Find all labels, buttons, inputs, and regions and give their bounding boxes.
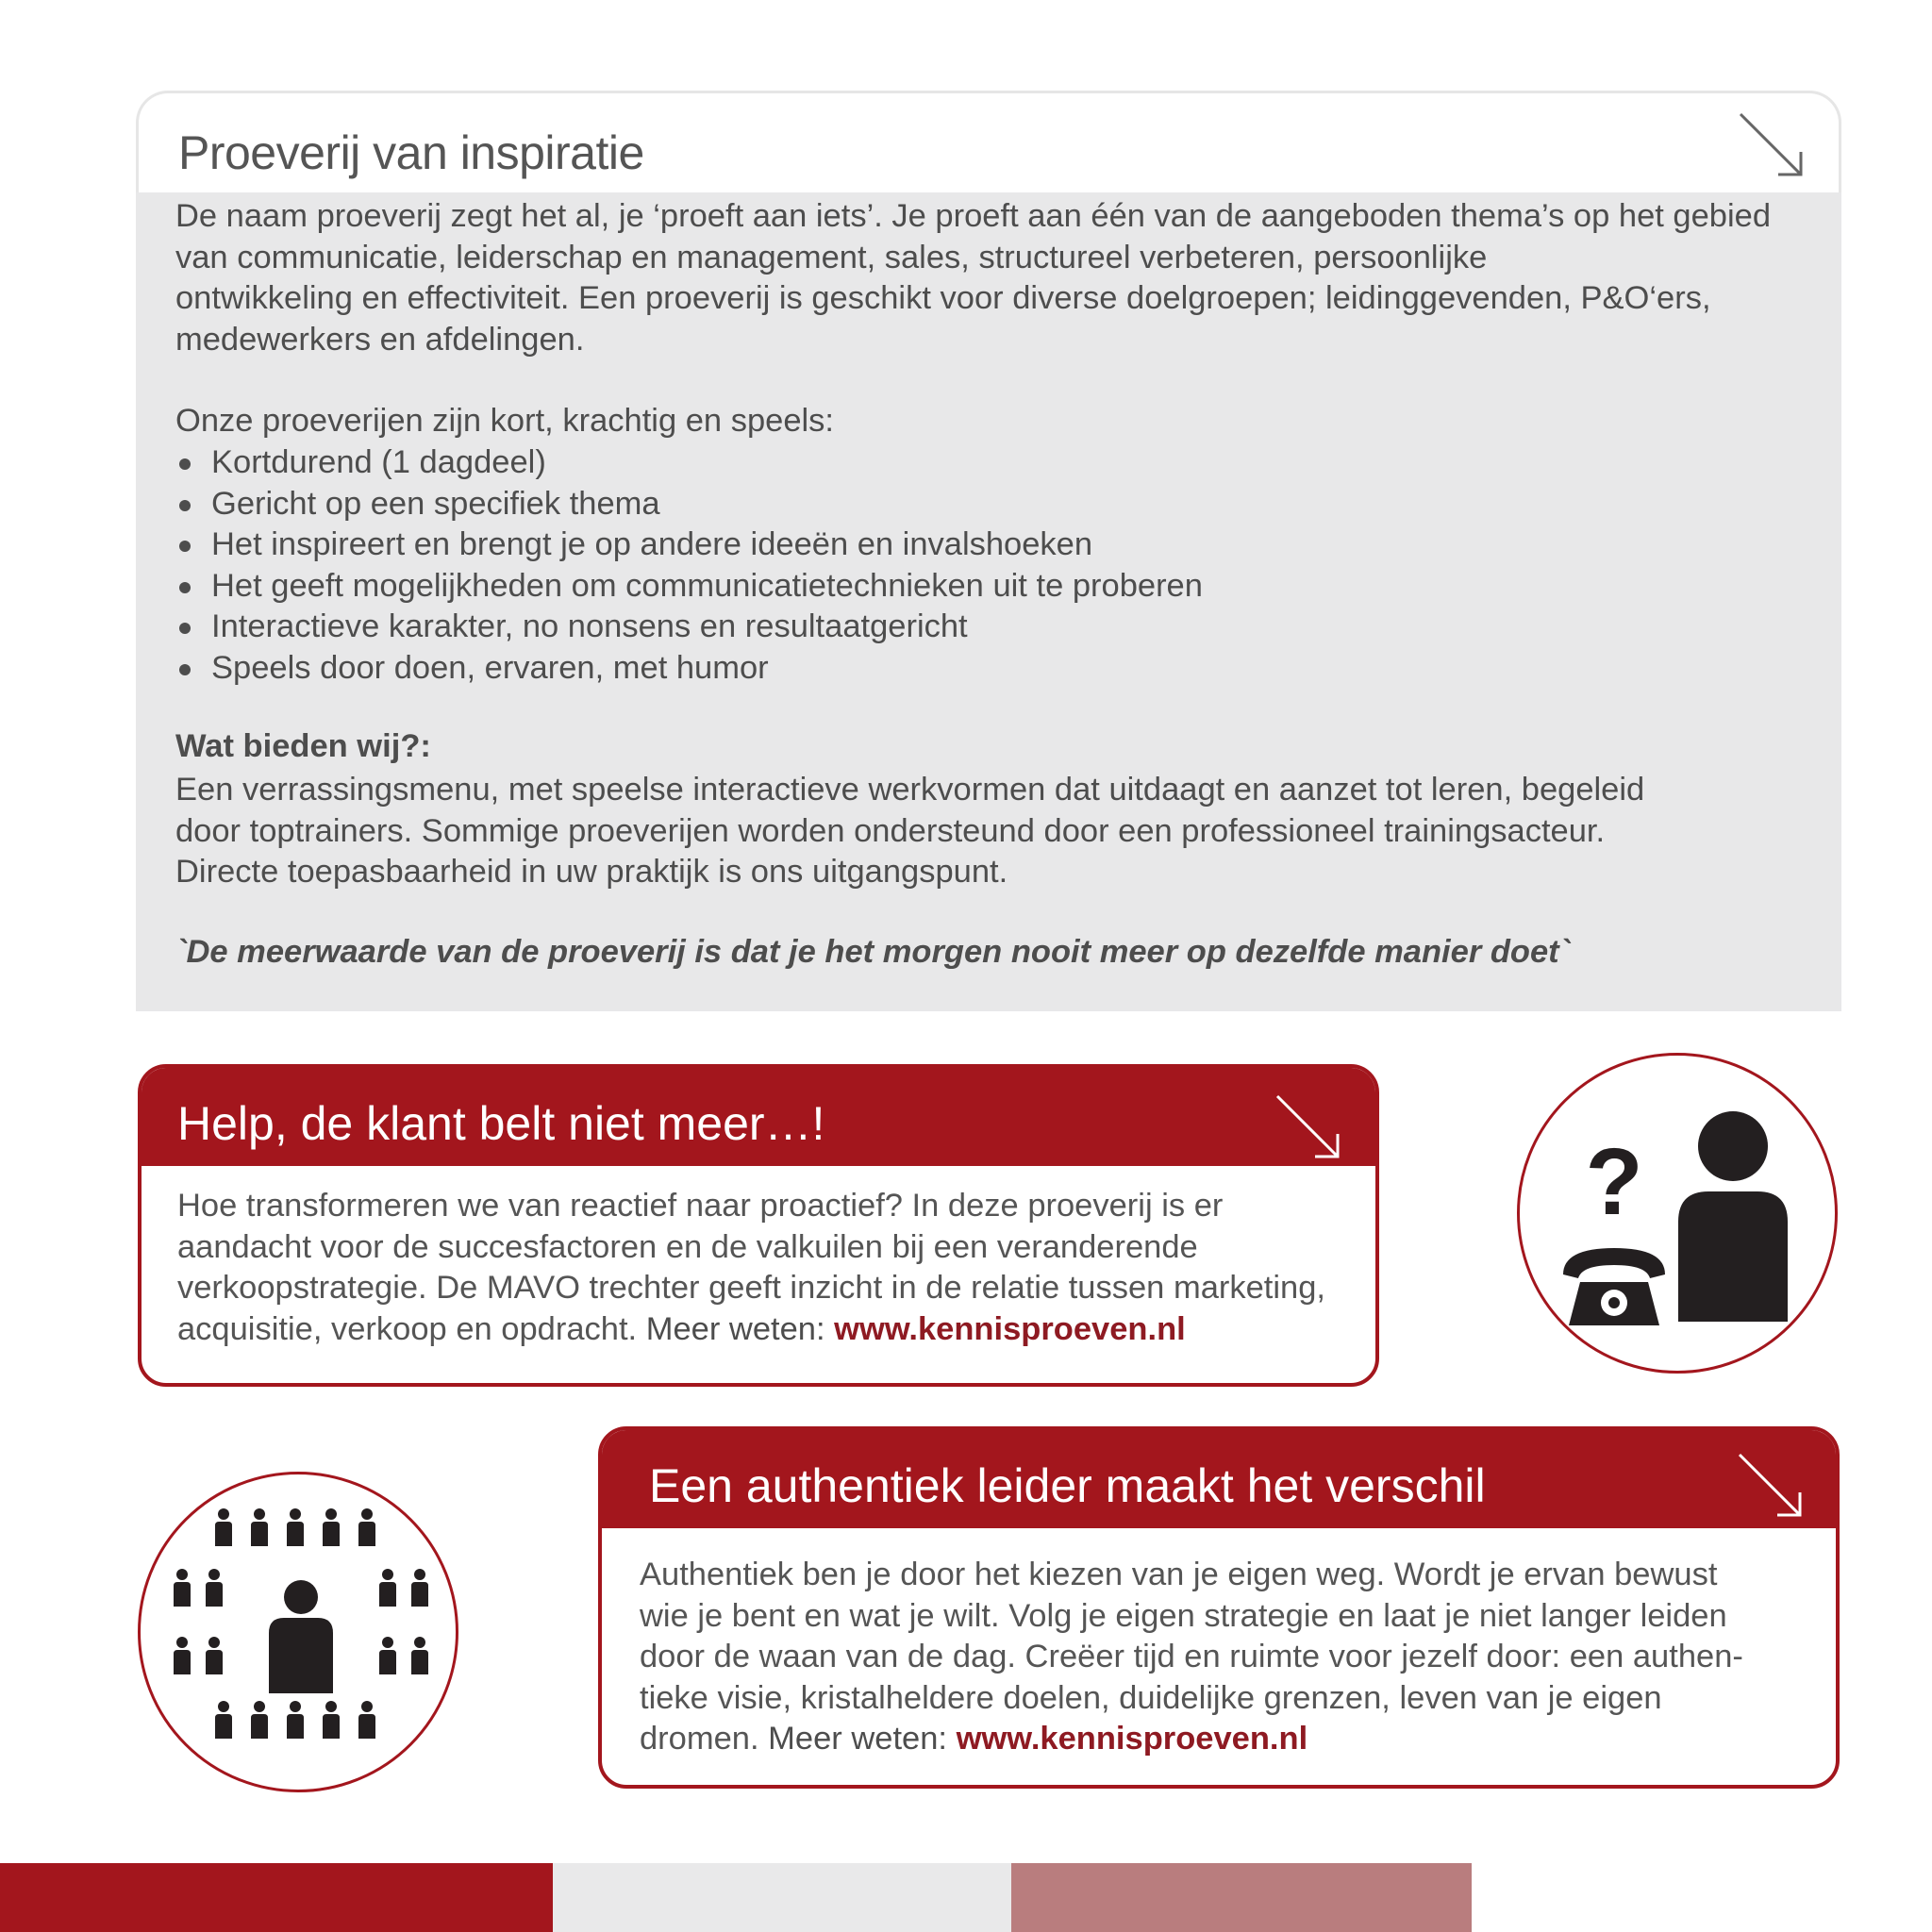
audience-person-icon: [287, 1508, 304, 1546]
more-label: Meer weten:: [645, 1310, 825, 1347]
intro-title: Proeverij van inspiratie: [178, 126, 644, 179]
intro-card: [136, 91, 1841, 1011]
card-leider-title: Een authentiek leider maakt het verschil: [649, 1459, 1486, 1512]
offer-paragraph: Een verrassingsmenu, met speelse interactieve werkvormen dat uitdaagt en aanzet tot leren, begeleid door toptrainers. Sommige proeverijen worden ondersteund door een professioneel trainingsacteur. Directe toepasbaarheid in uw praktijk is ons uitgangspunt.: [175, 772, 1645, 890]
diagonal-arrow-icon[interactable]: [1274, 1092, 1343, 1162]
audience-person-icon: [206, 1637, 223, 1674]
feature-list: [175, 442, 1203, 689]
list-item: Kortdurend (1 dagdeel): [175, 442, 1203, 484]
card-leider-text: Authentiek ben je door het kiezen van je eigen weg. Wordt je ervan bewust wie je bent en wat je wilt. Volg je eigen strategie en laat je niet langer leiden door de waan van de dag. Creëer tijd en ruimte voor jezelf door: een authen- tieke visie, kristalheldere doelen, duidelijke grenzen, leven van je eigen dromen. Meer weten: www.kennisproeven.nl: [640, 1557, 1743, 1757]
audience-person-icon: [323, 1508, 340, 1546]
card-leider: [598, 1426, 1840, 1789]
website-link[interactable]: www.kennisproeven.nl: [834, 1310, 1186, 1347]
footer-bar-rose: [1011, 1863, 1472, 1932]
card-klant-text: Hoe transformeren we van reactief naar proactief? In deze proeverij is er aandacht voor de succesfactoren en de valkuilen bij een veranderende verkoopstrategie. De MAVO trechter geeft inzicht in de relatie tussen marketing, acquisitie, verkoop en opdracht. Meer weten: www.kennisproeven.nl: [177, 1188, 1326, 1347]
diagonal-arrow-icon[interactable]: [1736, 1451, 1806, 1521]
question-phone-person-icon: [1517, 1053, 1838, 1374]
card-leider-header: [602, 1430, 1836, 1528]
audience-person-icon: [174, 1637, 191, 1674]
bullets-intro: Onze proeverijen zijn kort, krachtig en speels:: [175, 403, 835, 439]
audience-person-icon: [323, 1701, 340, 1739]
audience-person-icon: [174, 1569, 191, 1607]
website-link[interactable]: www.kennisproeven.nl: [956, 1721, 1308, 1757]
audience-person-icon: [379, 1569, 396, 1607]
audience-person-icon: [358, 1701, 375, 1739]
audience-person-icon: [287, 1701, 304, 1739]
list-item: Het geeft mogelijkheden om communicatietechnieken uit te proberen: [175, 566, 1203, 608]
list-item: Interactieve karakter, no nonsens en resultaatgericht: [175, 607, 1203, 648]
list-item: Gericht op een specifiek thema: [175, 484, 1203, 525]
diagonal-arrow-icon[interactable]: [1737, 110, 1807, 180]
list-item: Het inspireert en brengt je op andere ideeën en invalshoeken: [175, 525, 1203, 566]
card-klant: [138, 1064, 1379, 1387]
footer-bar-red: [0, 1863, 553, 1932]
audience-person-icon: [215, 1701, 232, 1739]
more-label: Meer weten:: [768, 1721, 947, 1757]
audience-person-icon: [411, 1569, 428, 1607]
audience-person-icon: [358, 1508, 375, 1546]
audience-person-icon: [206, 1569, 223, 1607]
intro-card-header: [136, 91, 1841, 192]
audience-person-icon: [215, 1508, 232, 1546]
list-item: Speels door doen, ervaren, met humor: [175, 648, 1203, 690]
svg-text:?: ?: [1585, 1129, 1643, 1235]
quote: `De meerwaarde van de proeverij is dat je het morgen nooit meer op dezelfde manier doet`: [175, 934, 1571, 970]
intro-paragraph: De naam proeverij zegt het al, je ‘proeft aan iets’. Je proeft aan één van de aangeboden thema’s op het gebied van communicatie, leiderschap en management, sales, structureel verbeteren, persoonlijke ontwikkeling en effectiviteit. Een proeverij is geschikt voor diverse doelgroepen; leidinggevenden, P&O‘ers, medewerkers en afdelingen.: [175, 198, 1772, 358]
card-klant-title: Help, de klant belt niet meer…!: [177, 1097, 825, 1150]
audience-person-icon: [251, 1508, 268, 1546]
offer-heading: Wat bieden wij?:: [175, 728, 431, 764]
audience-person-icon: [251, 1701, 268, 1739]
audience-group-icon: [138, 1472, 458, 1792]
card-klant-header: [142, 1068, 1375, 1166]
audience-person-icon: [379, 1637, 396, 1674]
audience-person-icon: [411, 1637, 428, 1674]
footer-bar-light: [553, 1863, 1011, 1932]
